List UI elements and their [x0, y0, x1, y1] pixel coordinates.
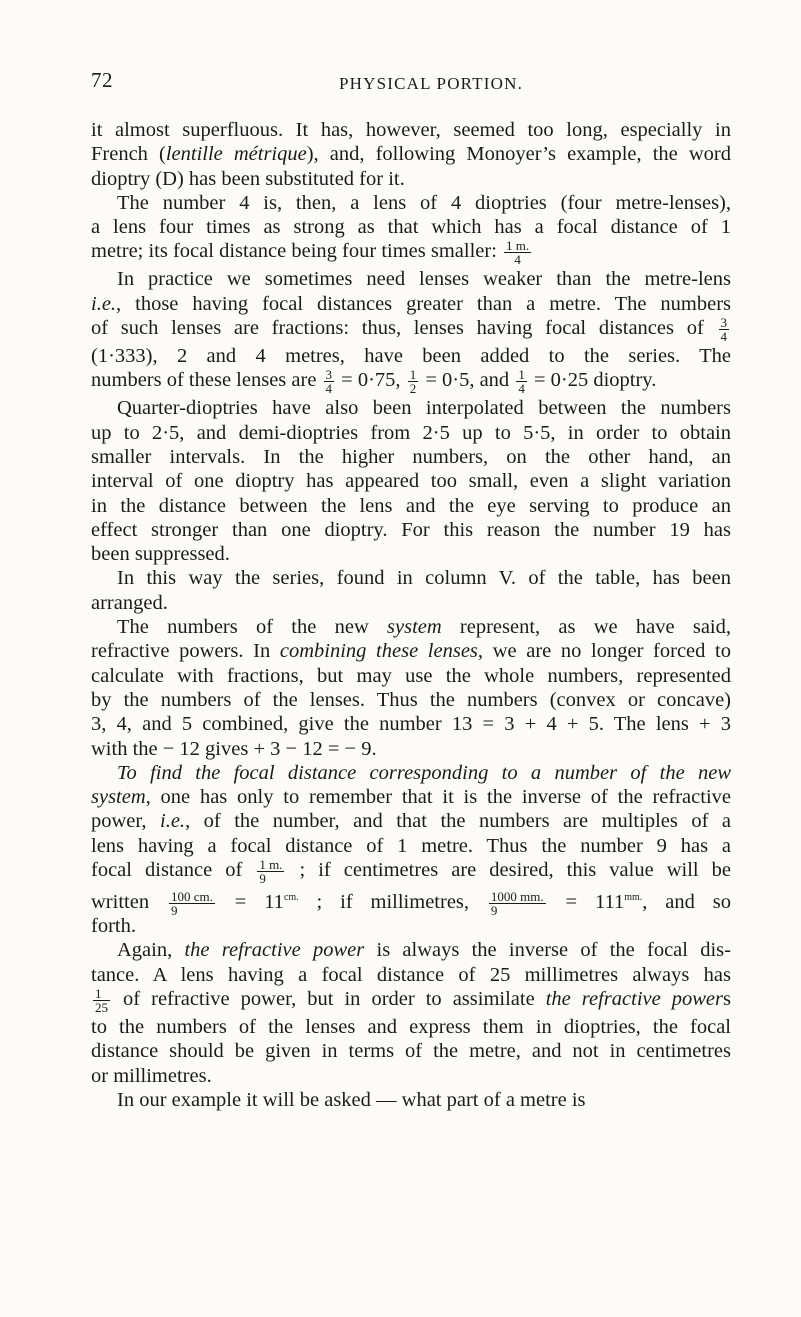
text-line: focal distance of $\frac{1 m.}{9}$ ; if centimetres are desired, this value will be	[91, 857, 731, 887]
text-line: system, one has only to remember that it is the inverse of the refractive	[91, 786, 731, 809]
text-line: of such lenses are fractions: thus, lenses having focal distances of $\frac{3}{4}$	[91, 315, 727, 345]
text-line: In our example it will be asked — what part of a metre is	[117, 1088, 586, 1111]
math-fraction: $\frac{100 cm.}{9}$	[170, 888, 213, 918]
running-head: PHYSICAL PORTION.	[339, 74, 524, 93]
text-line: to the numbers of the lenses and express them in dioptries, the focal	[91, 1015, 731, 1038]
text-line: French (lentille métrique), and, following Monoyer’s example, the word	[91, 143, 731, 166]
text-line: 3, 4, and 5 combined, give the number 13 = 3 + 4 + 5. The lens + 3	[91, 713, 731, 736]
text-line: smaller intervals. In the higher numbers, on the other hand, an	[91, 445, 731, 468]
text-line: tance. A lens having a focal distance of 25 millimetres always has	[91, 963, 731, 986]
math-fraction: $\frac{1 m.}{4}$	[506, 238, 530, 268]
text-line: $\frac{1}{25}$ of refractive power, but in order to assimilate the refractive powers	[95, 985, 731, 1015]
math-fraction: $\frac{1}{25}$	[95, 985, 108, 1015]
text-line: numbers of these lenses are $\frac{3}{4}$ = 0·75, $\frac{1}{2}$ = 0·5, and $\frac{1}{4}$ = 0·25 dioptry.	[91, 367, 657, 397]
page-number: 72	[91, 68, 113, 92]
text-line: To find the focal distance corresponding to a number of the new	[117, 761, 731, 784]
text-line: In practice we sometimes need lenses weaker than the metre-lens	[117, 268, 731, 291]
math-fraction: $\frac{3}{4}$	[325, 367, 333, 397]
text-line: calculate with fractions, but may use the whole numbers, represented	[91, 664, 731, 687]
text-line: i.e., those having focal distances greater than a metre. The numbers	[91, 292, 731, 315]
text-line: Quarter-dioptries have also been interpolated between the numbers	[117, 397, 731, 420]
text-line: up to 2·5, and demi-dioptries from 2·5 up to 5·5, in order to obtain	[91, 421, 731, 444]
text-line: been suppressed.	[91, 543, 230, 566]
page-header	[91, 68, 741, 98]
text-line: interval of one dioptry has appeared too small, even a slight variation	[91, 470, 731, 493]
text-line: (1·333), 2 and 4 metres, have been added to the series. The	[91, 345, 731, 368]
text-line: The number 4 is, then, a lens of 4 dioptries (four metre-lenses),	[117, 191, 731, 214]
text-line: it almost superfluous. It has, however, seemed too long, especially in	[91, 119, 731, 141]
text-line: distance should be given in terms of the metre, and not in centimetres	[91, 1040, 731, 1063]
math-fraction: $\frac{1}{4}$	[518, 367, 525, 397]
math-fraction: $\frac{3}{4}$	[720, 315, 727, 345]
text-line: refractive powers. In combining these lenses, we are no longer forced to	[91, 640, 731, 663]
text-line: with the − 12 gives + 3 − 12 = − 9.	[91, 737, 377, 760]
text-line: power, i.e., of the number, and that the numbers are multiples of a	[91, 810, 731, 833]
math-fraction: $\frac{1}{2}$	[409, 367, 417, 397]
text-line: dioptry (D) has been substituted for it.	[91, 167, 405, 190]
text-line: Again, the refractive power is always the inverse of the focal dis-	[117, 939, 731, 962]
body-text	[91, 118, 731, 1112]
text-line: effect stronger than one dioptry. For this reason the number 19 has	[91, 518, 731, 541]
text-line: lens having a focal distance of 1 metre. Thus the number 9 has a	[91, 834, 731, 857]
text-line: written $\frac{100 cm.}{9}$ = $11^{cm.}$ ; if millimetres, $\frac{1000 mm.}{9}$ = $111^{mm.}$, and so	[91, 888, 732, 918]
text-line: arranged.	[91, 591, 168, 614]
text-line: metre; its focal distance being four times smaller: $\frac{1 m.}{4}$	[91, 238, 530, 268]
math-fraction: $\frac{1 m.}{9}$	[259, 857, 283, 887]
text-line: The numbers of the new system represent, as we have said,	[117, 616, 732, 639]
text-line: by the numbers of the lenses. Thus the numbers (convex or concave)	[91, 688, 731, 711]
text-line: or millimetres.	[91, 1064, 212, 1087]
text-line: in the distance between the lens and the eye serving to produce an	[91, 494, 731, 517]
text-line: a lens four times as strong as that which has a focal distance of 1	[91, 216, 731, 239]
text-line: forth.	[91, 915, 136, 938]
text-line: In this way the series, found in column V. of the table, has been	[117, 567, 731, 590]
math-fraction: $\frac{1000 mm.}{9}$	[490, 888, 544, 918]
